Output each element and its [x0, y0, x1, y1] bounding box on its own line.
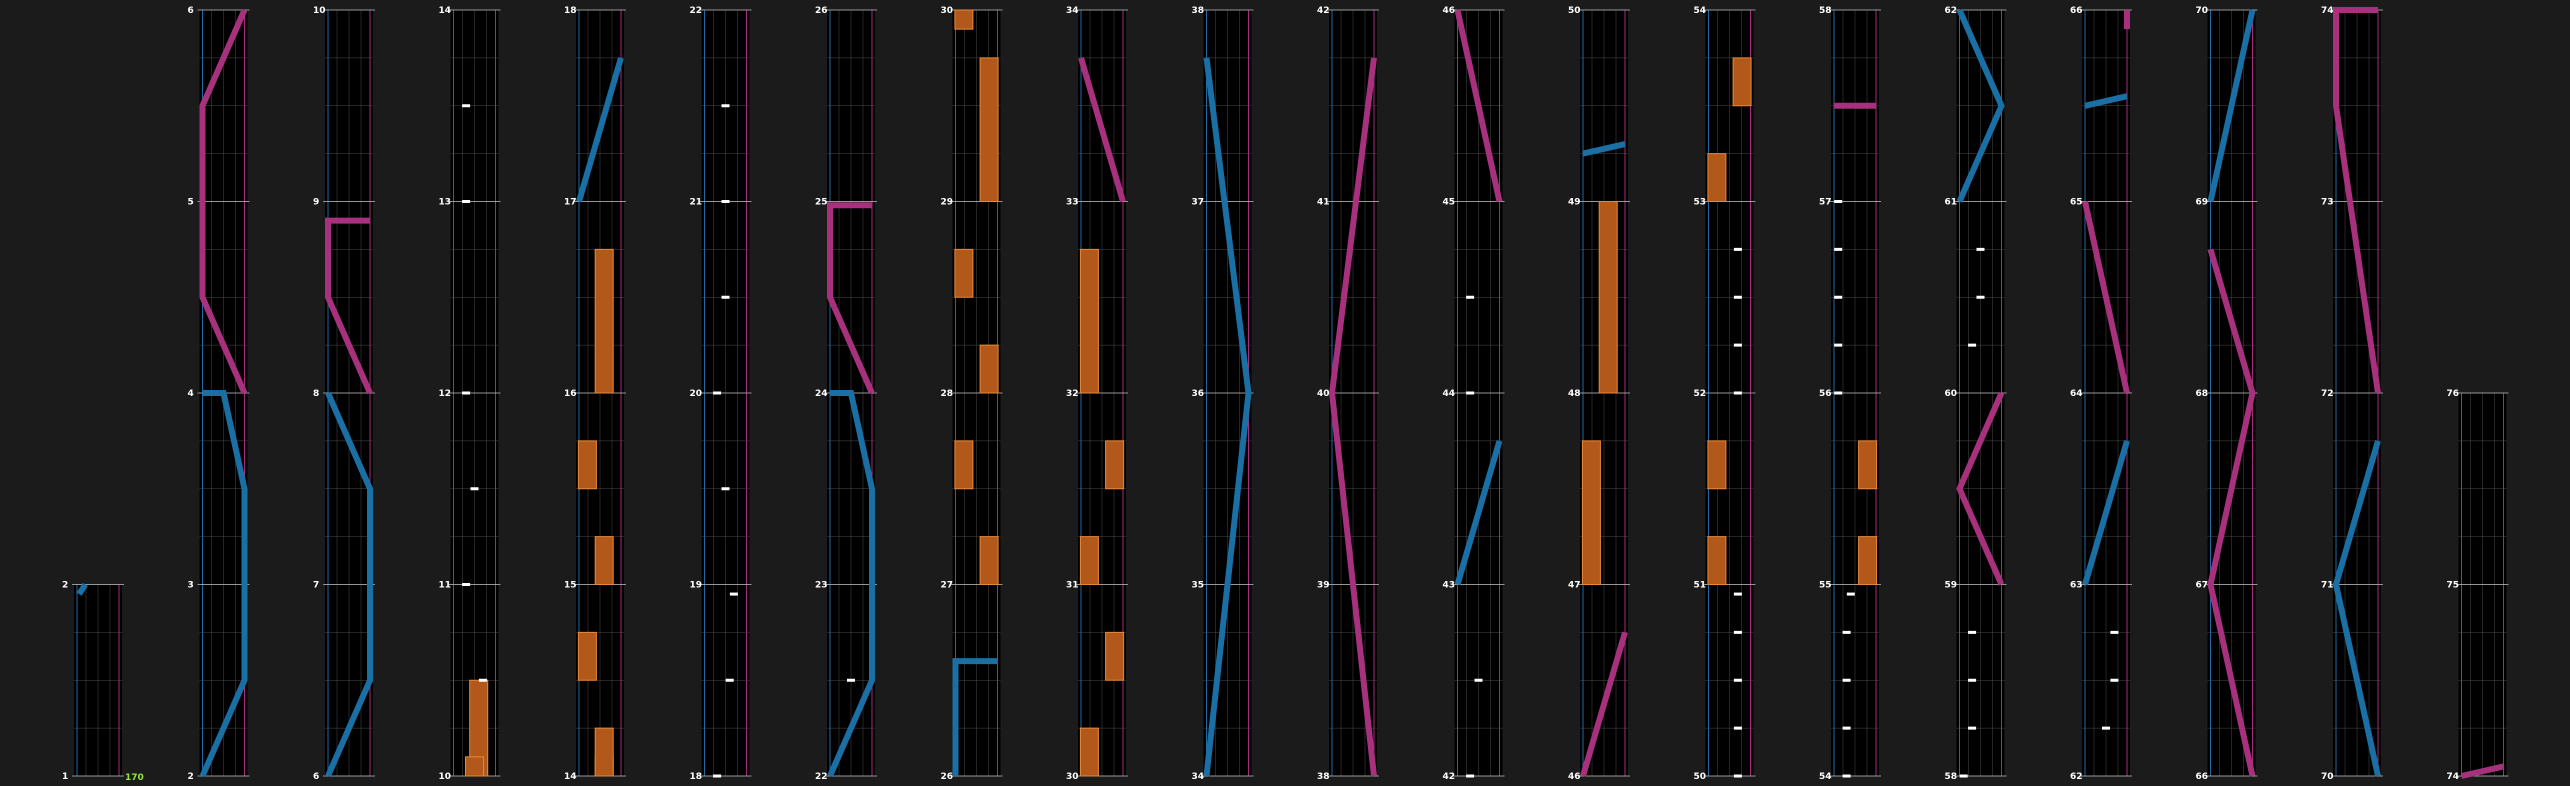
bpm-label: 170 — [125, 773, 144, 783]
hold-note — [1080, 249, 1098, 393]
beat-label: 34 — [1066, 6, 1079, 16]
beat-label: 42 — [1442, 772, 1456, 782]
tap-note — [2110, 631, 2118, 634]
beat-label: 73 — [2321, 197, 2334, 208]
beat-label: 8 — [313, 389, 320, 399]
tap-note — [1734, 344, 1742, 347]
beat-label: 59 — [1944, 580, 1958, 591]
chart-column — [449, 10, 501, 776]
hold-note — [1599, 202, 1617, 394]
tap-note — [847, 679, 855, 682]
tap-note — [722, 104, 730, 107]
beat-label: 26 — [815, 6, 828, 16]
beat-label: 26 — [940, 772, 954, 782]
tap-note — [722, 296, 730, 299]
hold-note — [1859, 441, 1877, 489]
beat-label: 41 — [1317, 197, 1330, 208]
beat-label: 7 — [313, 580, 320, 591]
beat-label: 10 — [313, 6, 326, 16]
tap-note — [1968, 344, 1976, 347]
hold-note — [466, 757, 484, 776]
beat-label: 62 — [2070, 772, 2083, 782]
beat-label: 27 — [940, 580, 954, 591]
beat-label: 22 — [815, 772, 828, 782]
beat-label: 10 — [438, 772, 452, 782]
tap-note — [1734, 679, 1742, 682]
beat-label: 54 — [1819, 772, 1832, 782]
tap-note — [713, 775, 721, 778]
beat-label: 36 — [1191, 389, 1205, 399]
hold-note — [595, 728, 613, 776]
tap-note — [1843, 679, 1851, 682]
beat-label: 14 — [438, 6, 452, 16]
hold-note — [1080, 537, 1098, 585]
beat-label: 16 — [564, 389, 577, 399]
beat-label: 61 — [1944, 197, 1958, 208]
beat-label: 75 — [2446, 580, 2460, 591]
tap-note — [1734, 248, 1742, 251]
chart-column — [700, 10, 752, 776]
beat-label: 70 — [2195, 6, 2209, 16]
beat-label: 57 — [1819, 197, 1832, 208]
beat-label: 69 — [2195, 197, 2209, 208]
chart-column — [1704, 10, 1756, 776]
tap-note — [462, 392, 470, 395]
hold-note — [955, 249, 973, 297]
beat-label: 55 — [1819, 580, 1832, 591]
beat-label: 32 — [1066, 389, 1079, 399]
hold-note — [1708, 441, 1726, 489]
tap-note — [1475, 679, 1483, 682]
beat-label: 62 — [1944, 6, 1958, 16]
hold-note — [1733, 58, 1751, 106]
hold-note — [1106, 441, 1124, 489]
tap-note — [1734, 593, 1742, 596]
tap-note — [722, 487, 730, 490]
tap-note — [1466, 296, 1474, 299]
tap-note — [1968, 631, 1976, 634]
tap-note — [726, 679, 734, 682]
beat-label: 76 — [2446, 389, 2460, 399]
tap-note — [479, 679, 487, 682]
beat-label: 30 — [940, 6, 954, 16]
hold-note — [1106, 632, 1124, 680]
tap-note — [1734, 631, 1742, 634]
tap-note — [1843, 631, 1851, 634]
beat-label: 68 — [2195, 389, 2209, 399]
beat-label: 6 — [187, 6, 194, 16]
hold-note — [1708, 537, 1726, 585]
beat-label: 22 — [689, 6, 703, 16]
tap-note — [722, 200, 730, 203]
beat-label: 50 — [1568, 6, 1581, 16]
tap-note — [1834, 200, 1842, 203]
hold-note — [595, 249, 613, 393]
beat-label: 40 — [1317, 389, 1330, 399]
chart-column — [72, 585, 124, 777]
beat-label: 29 — [940, 197, 954, 208]
beat-label: 50 — [1693, 772, 1707, 782]
tap-note — [462, 200, 470, 203]
beat-label: 56 — [1819, 389, 1832, 399]
hold-note — [955, 10, 973, 29]
beat-label: 14 — [564, 772, 577, 782]
hold-note — [1582, 441, 1600, 585]
hold-note — [578, 632, 596, 680]
hold-note — [595, 537, 613, 585]
beat-label: 25 — [815, 197, 828, 208]
beat-label: 18 — [564, 6, 577, 16]
beat-label: 58 — [1819, 6, 1832, 16]
tap-note — [1466, 775, 1474, 778]
hold-note — [980, 58, 998, 202]
beat-label: 65 — [2070, 197, 2083, 208]
tap-note — [1977, 296, 1985, 299]
beat-label: 47 — [1568, 580, 1581, 591]
beat-label: 70 — [2321, 772, 2334, 782]
beat-label: 37 — [1191, 197, 1205, 208]
beat-label: 39 — [1317, 580, 1330, 591]
tap-note — [1734, 727, 1742, 730]
beat-label: 64 — [2070, 389, 2083, 399]
hold-note — [1708, 154, 1726, 202]
beat-label: 46 — [1568, 772, 1581, 782]
beat-label: 11 — [438, 580, 452, 591]
tap-note — [1834, 296, 1842, 299]
tap-note — [462, 104, 470, 107]
tap-note — [1834, 344, 1842, 347]
beat-label: 38 — [1317, 772, 1330, 782]
beat-label: 67 — [2195, 580, 2209, 591]
tap-note — [1843, 775, 1851, 778]
beat-label: 60 — [1944, 389, 1958, 399]
beat-label: 48 — [1568, 389, 1581, 399]
beat-label: 4 — [187, 389, 194, 399]
chart-column — [2457, 393, 2509, 776]
beat-label: 33 — [1066, 197, 1079, 208]
tap-note — [1734, 296, 1742, 299]
hold-note — [980, 537, 998, 585]
beat-label: 20 — [689, 389, 703, 399]
hold-note — [980, 345, 998, 393]
tap-note — [2102, 727, 2110, 730]
beat-label: 19 — [689, 580, 703, 591]
tap-note — [1834, 248, 1842, 251]
beat-label: 53 — [1693, 197, 1707, 208]
beat-label: 1 — [62, 772, 69, 782]
hold-note — [578, 441, 596, 489]
beat-label: 42 — [1317, 6, 1330, 16]
beat-label: 51 — [1693, 580, 1707, 591]
tap-note — [1960, 775, 1968, 778]
beat-label: 43 — [1442, 580, 1456, 591]
beat-label: 74 — [2321, 6, 2334, 16]
beat-label: 5 — [187, 197, 194, 208]
tap-note — [2110, 679, 2118, 682]
beat-label: 24 — [815, 389, 828, 399]
beat-label: 13 — [438, 197, 452, 208]
tap-note — [1466, 392, 1474, 395]
beat-label: 45 — [1442, 197, 1456, 208]
beat-label: 46 — [1442, 6, 1456, 16]
beat-label: 66 — [2070, 6, 2083, 16]
tap-note — [1734, 775, 1742, 778]
beat-label: 44 — [1442, 389, 1456, 399]
beat-label: 72 — [2321, 389, 2334, 399]
beat-label: 28 — [940, 389, 954, 399]
beat-label: 15 — [564, 580, 577, 591]
beat-label: 54 — [1693, 6, 1707, 16]
beat-label: 34 — [1191, 772, 1205, 782]
tap-note — [1734, 392, 1742, 395]
beat-label: 2 — [62, 580, 69, 591]
tap-note — [471, 487, 479, 490]
beat-label: 31 — [1066, 580, 1079, 591]
beat-label: 9 — [313, 197, 320, 208]
beat-label: 66 — [2195, 772, 2209, 782]
beat-label: 71 — [2321, 580, 2334, 591]
beat-label: 58 — [1944, 772, 1958, 782]
tap-note — [713, 392, 721, 395]
hold-note — [1859, 537, 1877, 585]
beat-label: 17 — [564, 197, 577, 208]
hold-note — [955, 441, 973, 489]
beat-label: 74 — [2446, 772, 2460, 782]
beat-label: 23 — [815, 580, 828, 591]
tap-note — [1843, 727, 1851, 730]
beat-label: 18 — [689, 772, 703, 782]
beat-label: 3 — [187, 580, 194, 591]
beat-label: 2 — [187, 772, 194, 782]
beat-label: 21 — [689, 197, 703, 208]
tap-note — [1977, 248, 1985, 251]
tap-note — [1968, 679, 1976, 682]
beat-label: 6 — [313, 772, 320, 782]
beat-label: 30 — [1066, 772, 1079, 782]
beat-label: 49 — [1568, 197, 1581, 208]
tap-note — [730, 593, 738, 596]
beat-label: 12 — [438, 389, 452, 399]
chart-column — [1453, 10, 1505, 776]
beat-label: 63 — [2070, 580, 2083, 591]
tap-note — [1847, 593, 1855, 596]
tap-note — [1834, 392, 1842, 395]
hold-note — [1080, 728, 1098, 776]
tap-note — [1968, 727, 1976, 730]
tap-note — [462, 583, 470, 586]
beat-label: 38 — [1191, 6, 1205, 16]
beat-label: 52 — [1693, 389, 1707, 399]
beat-label: 35 — [1191, 580, 1205, 591]
